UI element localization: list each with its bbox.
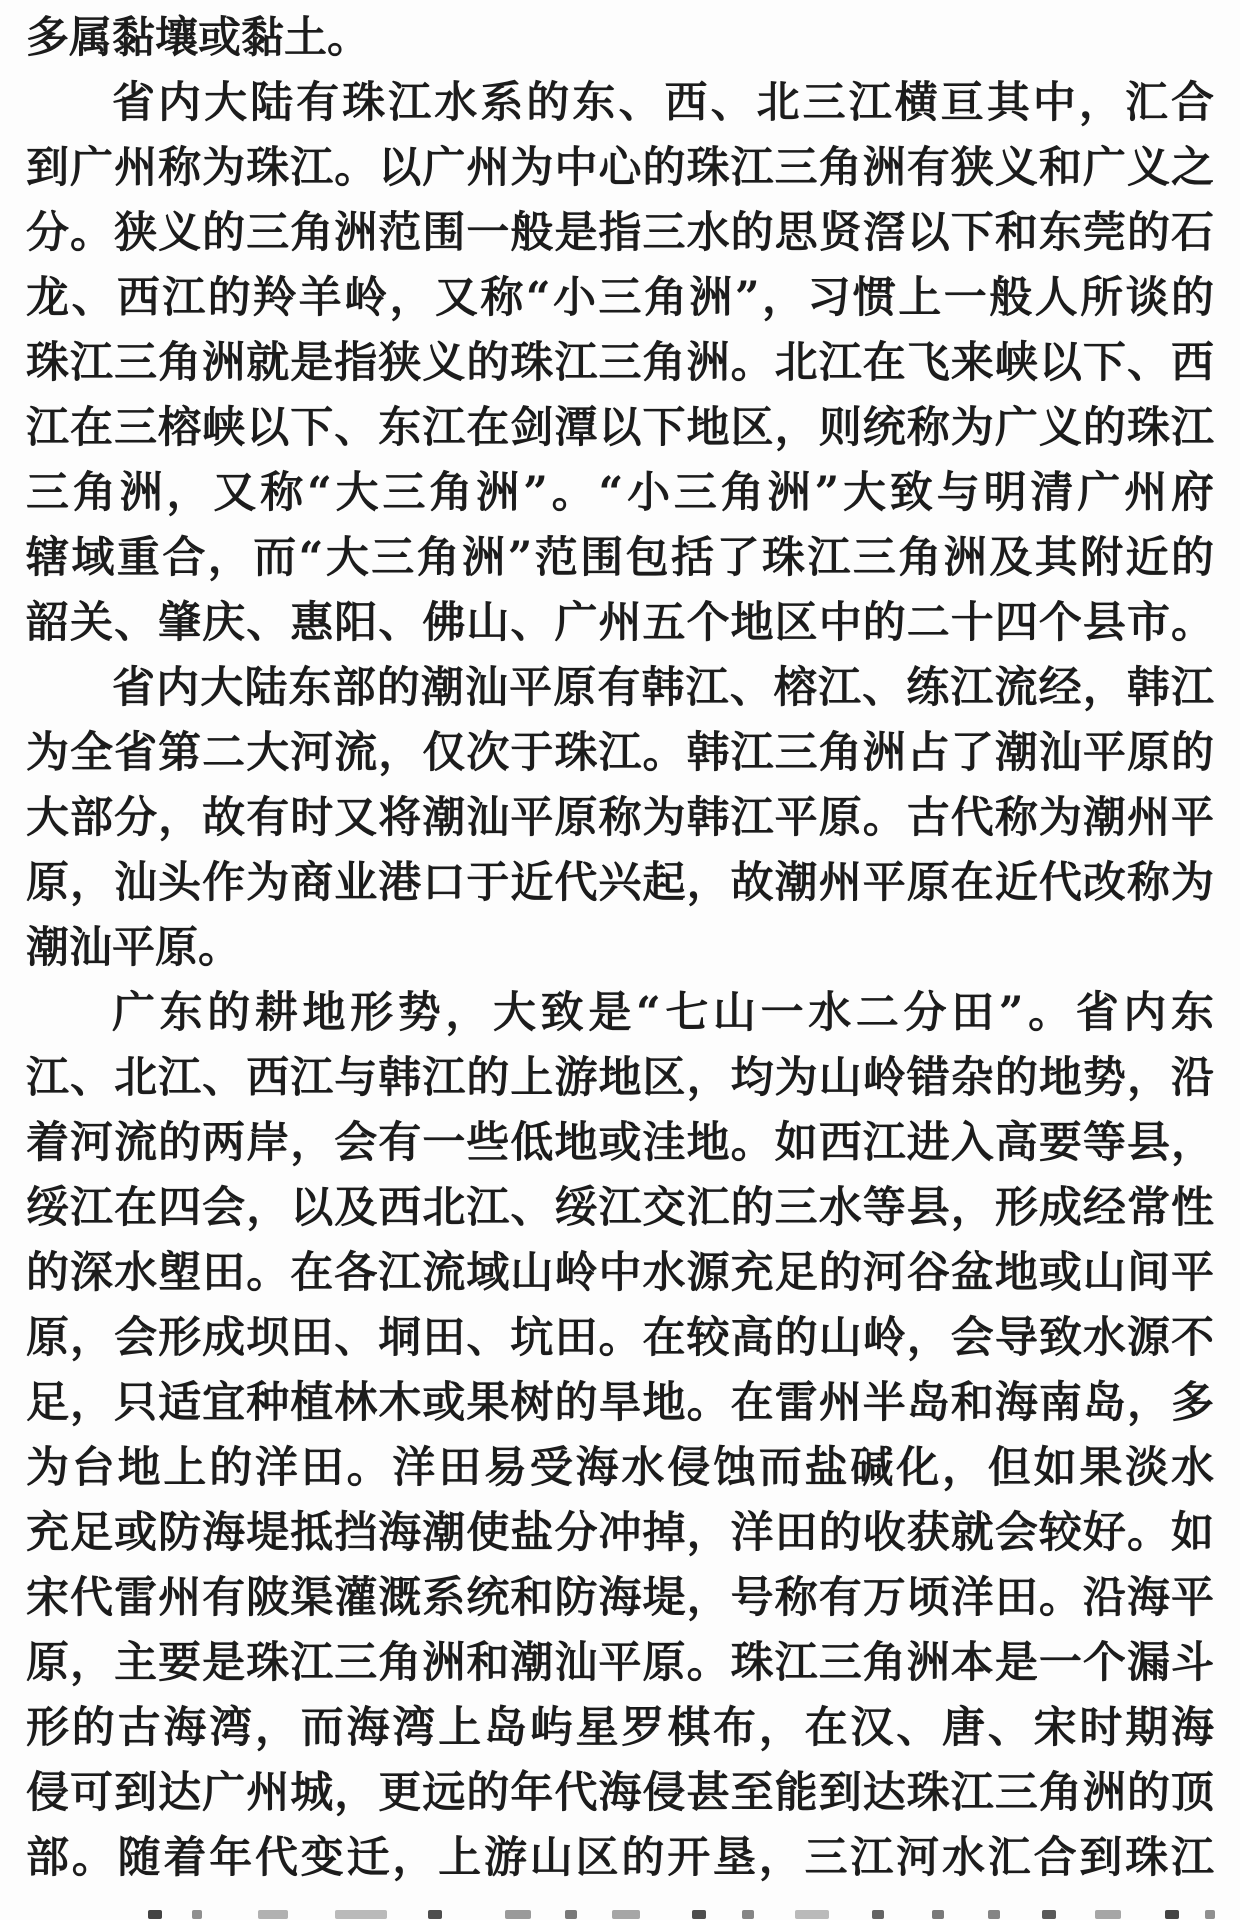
glyph-top-speck	[795, 1910, 829, 1919]
text-line: 珠江三角洲就是指狭义的珠江三角洲。北江在飞来峡以下、西	[26, 338, 1214, 388]
text-line: 分。狭义的三角洲范围一般是指三水的思贤滘以下和东莞的石	[26, 208, 1214, 258]
text-line: 绥江在四会，以及西北江、绥江交汇的三水等县，形成经常性	[26, 1183, 1214, 1233]
text-line: 形的古海湾，而海湾上岛屿星罗棋布，在汉、唐、宋时期海	[26, 1703, 1214, 1753]
text-line: 省内大陆东部的潮汕平原有韩江、榕江、练江流经，韩江	[112, 663, 1214, 713]
text-line: 辖域重合，而“大三角洲”范围包括了珠江三角洲及其附近的	[26, 533, 1214, 583]
text-line: 为台地上的洋田。洋田易受海水侵蚀而盐碱化，但如果淡水	[26, 1443, 1214, 1493]
glyph-top-speck	[565, 1910, 577, 1919]
glyph-top-speck	[1205, 1910, 1215, 1919]
text-line: 宋代雷州有陂渠灌溉系统和防海堤，号称有万顷洋田。沿海平	[26, 1573, 1214, 1623]
text-line: 的深水塱田。在各江流域山岭中水源充足的河谷盆地或山间平	[26, 1248, 1214, 1298]
text-line: 韶关、肇庆、惠阳、佛山、广州五个地区中的二十四个县市。	[26, 598, 1214, 648]
glyph-top-speck	[932, 1910, 944, 1919]
body-text	[26, 6, 1214, 1891]
text-line: 为全省第二大河流，仅次于珠江。韩江三角洲占了潮汕平原的	[26, 728, 1214, 778]
text-line: 到广州称为珠江。以广州为中心的珠江三角洲有狭义和广义之	[26, 143, 1214, 193]
glyph-top-speck	[988, 1910, 1000, 1919]
glyph-top-speck	[258, 1910, 288, 1919]
glyph-top-speck	[1165, 1910, 1179, 1919]
text-line: 侵可到达广州城，更远的年代海侵甚至能到达珠江三角洲的顶	[26, 1768, 1214, 1818]
glyph-top-speck	[1095, 1910, 1121, 1919]
text-line: 着河流的两岸，会有一些低地或洼地。如西江进入高要等县，	[26, 1118, 1214, 1168]
glyph-top-speck	[192, 1910, 202, 1919]
text-line: 龙、西江的羚羊岭，又称“小三角洲”，习惯上一般人所谈的	[26, 273, 1214, 323]
clipped-bottom-line	[0, 1906, 1240, 1920]
text-line: 足，只适宜种植林木或果树的旱地。在雷州半岛和海南岛，多	[26, 1378, 1214, 1428]
text-line: 部。随着年代变迁，上游山区的开垦，三江河水汇合到珠江	[26, 1833, 1214, 1883]
text-line: 原，会形成坝田、垌田、坑田。在较高的山岭，会导致水源不	[26, 1313, 1214, 1363]
text-line: 省内大陆有珠江水系的东、西、北三江横亘其中，汇合	[112, 78, 1214, 128]
glyph-top-speck	[612, 1910, 640, 1919]
glyph-top-speck	[505, 1910, 531, 1919]
text-line: 江、北江、西江与韩江的上游地区，均为山岭错杂的地势，沿	[26, 1053, 1214, 1103]
glyph-top-speck	[148, 1910, 162, 1919]
glyph-top-speck	[872, 1910, 884, 1919]
text-line: 广东的耕地形势，大致是“七山一水二分田”。省内东	[112, 988, 1214, 1038]
glyph-top-speck	[692, 1910, 706, 1919]
text-line: 三角洲，又称“大三角洲”。“小三角洲”大致与明清广州府	[26, 468, 1214, 518]
text-line: 大部分，故有时又将潮汕平原称为韩江平原。古代称为潮州平	[26, 793, 1214, 843]
glyph-top-speck	[335, 1910, 387, 1919]
text-line: 江在三榕峡以下、东江在剑潭以下地区，则统称为广义的珠江	[26, 403, 1214, 453]
text-line: 多属黏壤或黏土。	[26, 13, 370, 63]
text-line: 原，汕头作为商业港口于近代兴起，故潮州平原在近代改称为	[26, 858, 1214, 908]
glyph-top-speck	[742, 1910, 754, 1919]
glyph-top-speck	[1042, 1910, 1056, 1919]
text-line: 原，主要是珠江三角洲和潮汕平原。珠江三角洲本是一个漏斗	[26, 1638, 1214, 1688]
text-line: 潮汕平原。	[26, 923, 241, 973]
text-line: 充足或防海堤抵挡海潮使盐分冲掉，洋田的收获就会较好。如	[26, 1508, 1214, 1558]
glyph-top-speck	[428, 1910, 442, 1919]
